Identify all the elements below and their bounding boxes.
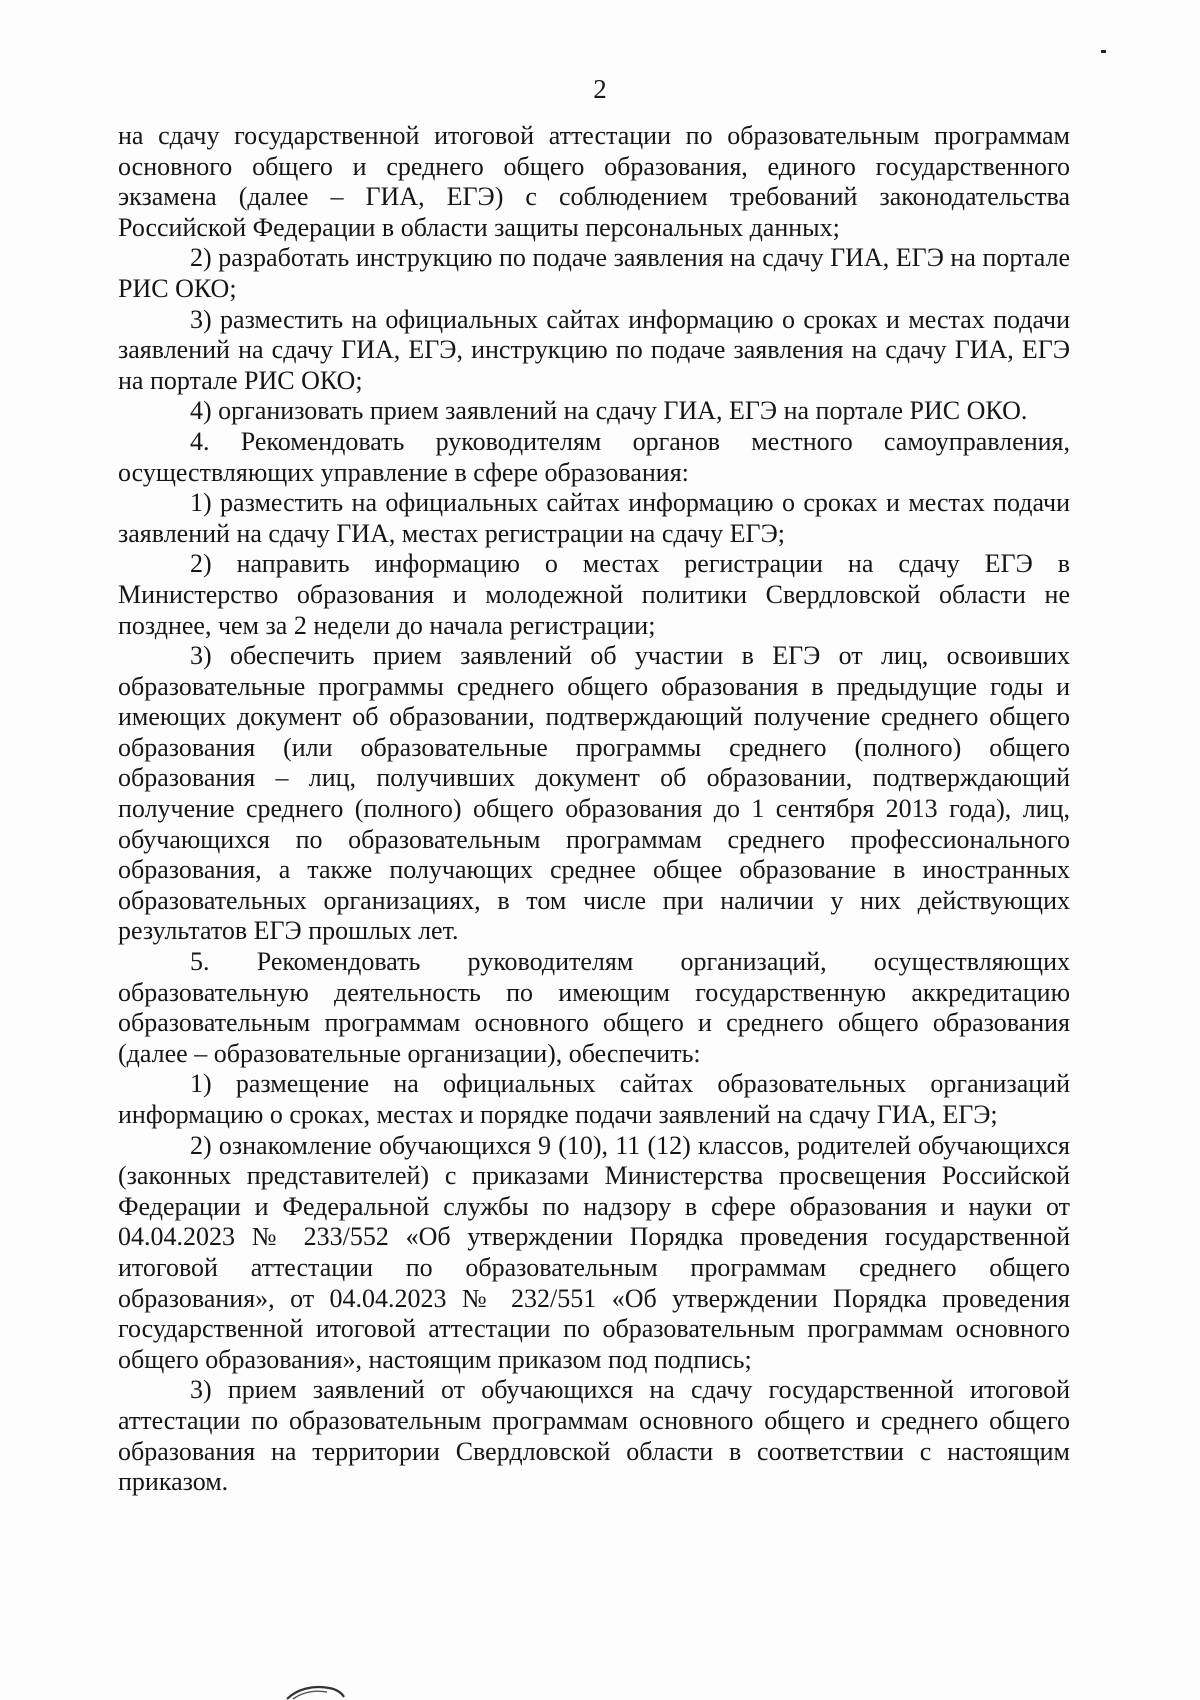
paragraph: 4. Рекомендовать руководителям органов местного самоуправления, осуществляющих управление в сфере образования: <box>118 426 1070 487</box>
paragraph: 1) размещение на официальных сайтах образовательных организаций информацию о сроках, местах и порядке подачи заявлений на сдачу ГИА, ЕГЭ; <box>118 1069 1070 1129</box>
paragraph: 5. Рекомендовать руководителям организаций, осуществляющих образовательную деятельность по имеющим государственную аккредитацию образовательным программам основного общего и среднего общего образования (далее – образовательные организации), обеспечить: <box>118 947 1070 1068</box>
seal-fragment-icon <box>285 1683 345 1700</box>
scan-mark <box>1101 50 1106 53</box>
document-body <box>118 121 1070 1498</box>
paragraph: 3) прием заявлений от обучающихся на сдачу государственной итоговой аттестации по образовательным программам основного общего и среднего общего образования на территории Свердловской области в соответствии с настоящим приказом. <box>118 1375 1070 1497</box>
page-number: 2 <box>593 74 607 104</box>
paragraph: на сдачу государственной итоговой аттестации по образовательным программам основного общего и среднего общего образования, единого государственного экзамена (далее – ГИА, ЕГЭ) с соблюдением требований законодательства Российской Федерации в области защиты персональных данных; <box>118 121 1070 242</box>
paragraph: 3) обеспечить прием заявлений об участии в ЕГЭ от лиц, освоивших образовательные программы среднего общего образования в предыдущие годы и имеющих документ об образовании, подтверждающий получение среднего общего образования (или образовательные программы среднего (полного) общего образования – лиц, получивших документ об образовании, подтверждающий получение среднего (полного) общего образования до 1 сентября 2013 года), лиц, обучающихся по образовательным программам среднего профессионального образования, а также получающих среднее общее образование в иностранных образовательных организациях, в том числе при наличии у них действующих результатов ЕГЭ прошлых лет. <box>118 641 1070 946</box>
paragraph: 1) разместить на официальных сайтах информацию о сроках и местах подачи заявлений на сдачу ГИА, местах регистрации на сдачу ЕГЭ; <box>118 488 1070 548</box>
paragraph: 4) организовать прием заявлений на сдачу ГИА, ЕГЭ на портале РИС ОКО. <box>190 396 1028 426</box>
paragraph: 2) направить информацию о местах регистрации на сдачу ЕГЭ в Министерство образования и молодежной политики Свердловской области не позднее, чем за 2 недели до начала регистрации; <box>118 549 1070 640</box>
paragraph: 3) разместить на официальных сайтах информацию о сроках и местах подачи заявлений на сдачу ГИА, ЕГЭ, инструкцию по подаче заявления на сдачу ГИА, ЕГЭ на портале РИС ОКО; <box>118 304 1070 395</box>
paragraph: 2) разработать инструкцию по подаче заявления на сдачу ГИА, ЕГЭ на портале РИС ОКО; <box>118 243 1070 303</box>
paragraph: 2) ознакомление обучающихся 9 (10), 11 (12) классов, родителей обучающихся (законных представителей) с приказами Министерства просвещения Российской Федерации и Федеральной службы по надзору в сфере образования и науки от 04.04.2023 № 233/552 «Об утверждении Порядка проведения государственной итоговой аттестации по образовательным программам среднего общего образования», от 04.04.2023 № 232/551 «Об утверждении Порядка проведения государственной итоговой аттестации по образовательным программам основного общего образования», настоящим приказом под подпись; <box>118 1130 1070 1374</box>
